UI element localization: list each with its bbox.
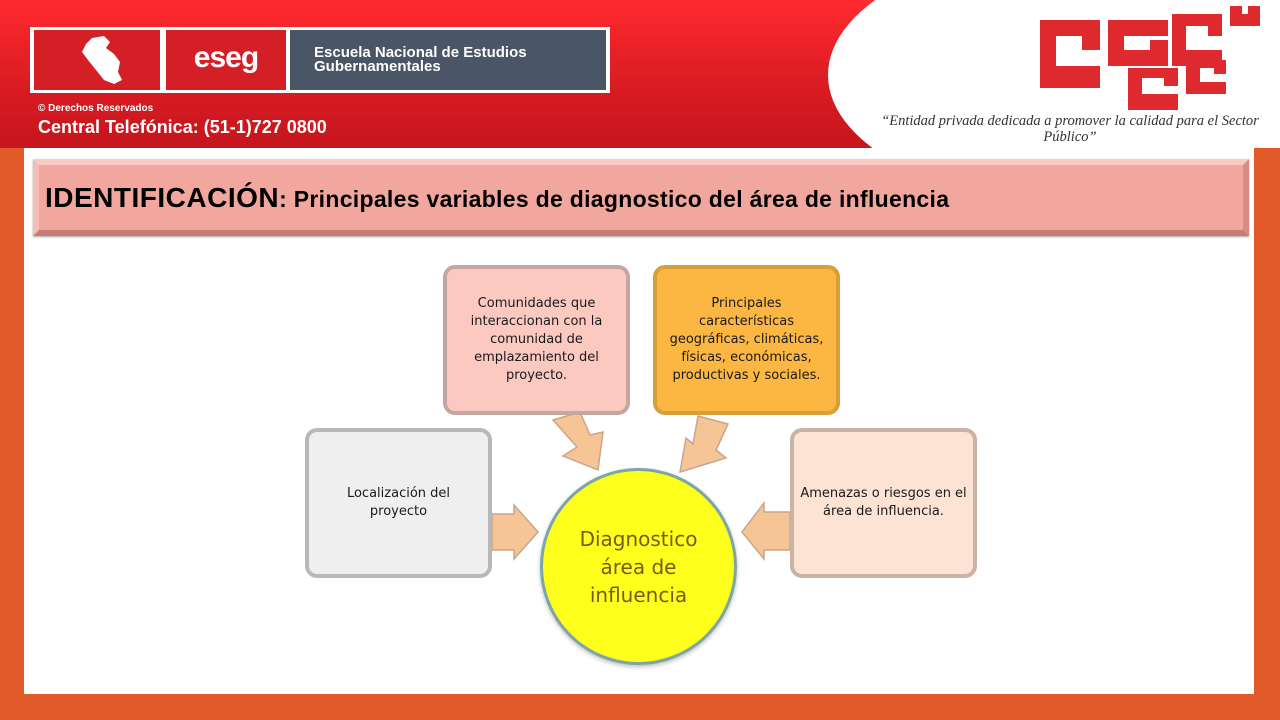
copyright-text: © Derechos Reservados [38, 103, 154, 114]
center-node: Diagnostico área de influencia [540, 468, 737, 665]
threats-box: Amenazas o riesgos en el área de influencia. [790, 428, 977, 578]
school-name: Escuela Nacional de Estudios Gubernamentales [290, 30, 606, 90]
arrow-from-location [492, 505, 538, 559]
arrow-from-characteristics [680, 416, 728, 472]
location-box: Localización del proyecto [305, 428, 492, 578]
communities-box: Comunidades que interaccionan con la comunidad de emplazamiento del proyecto. [443, 265, 630, 415]
motto-text: “Entidad privada dedicada a promover la calidad para el Sector Público” [881, 113, 1259, 145]
title-main: IDENTIFICACIÓN [45, 182, 280, 213]
title-rest: : Principales variables de diagnostico del área de influencia [279, 186, 950, 212]
eseg-logo: eseg [166, 30, 286, 90]
phone-text: Central Telefónica: (51-1)727 0800 [38, 117, 327, 137]
characteristics-box: Principales características geográficas, climáticas, físicas, económicas, productivas y sociales. [653, 265, 840, 415]
arrow-from-threats [742, 503, 790, 559]
arrow-from-communities [553, 412, 603, 470]
